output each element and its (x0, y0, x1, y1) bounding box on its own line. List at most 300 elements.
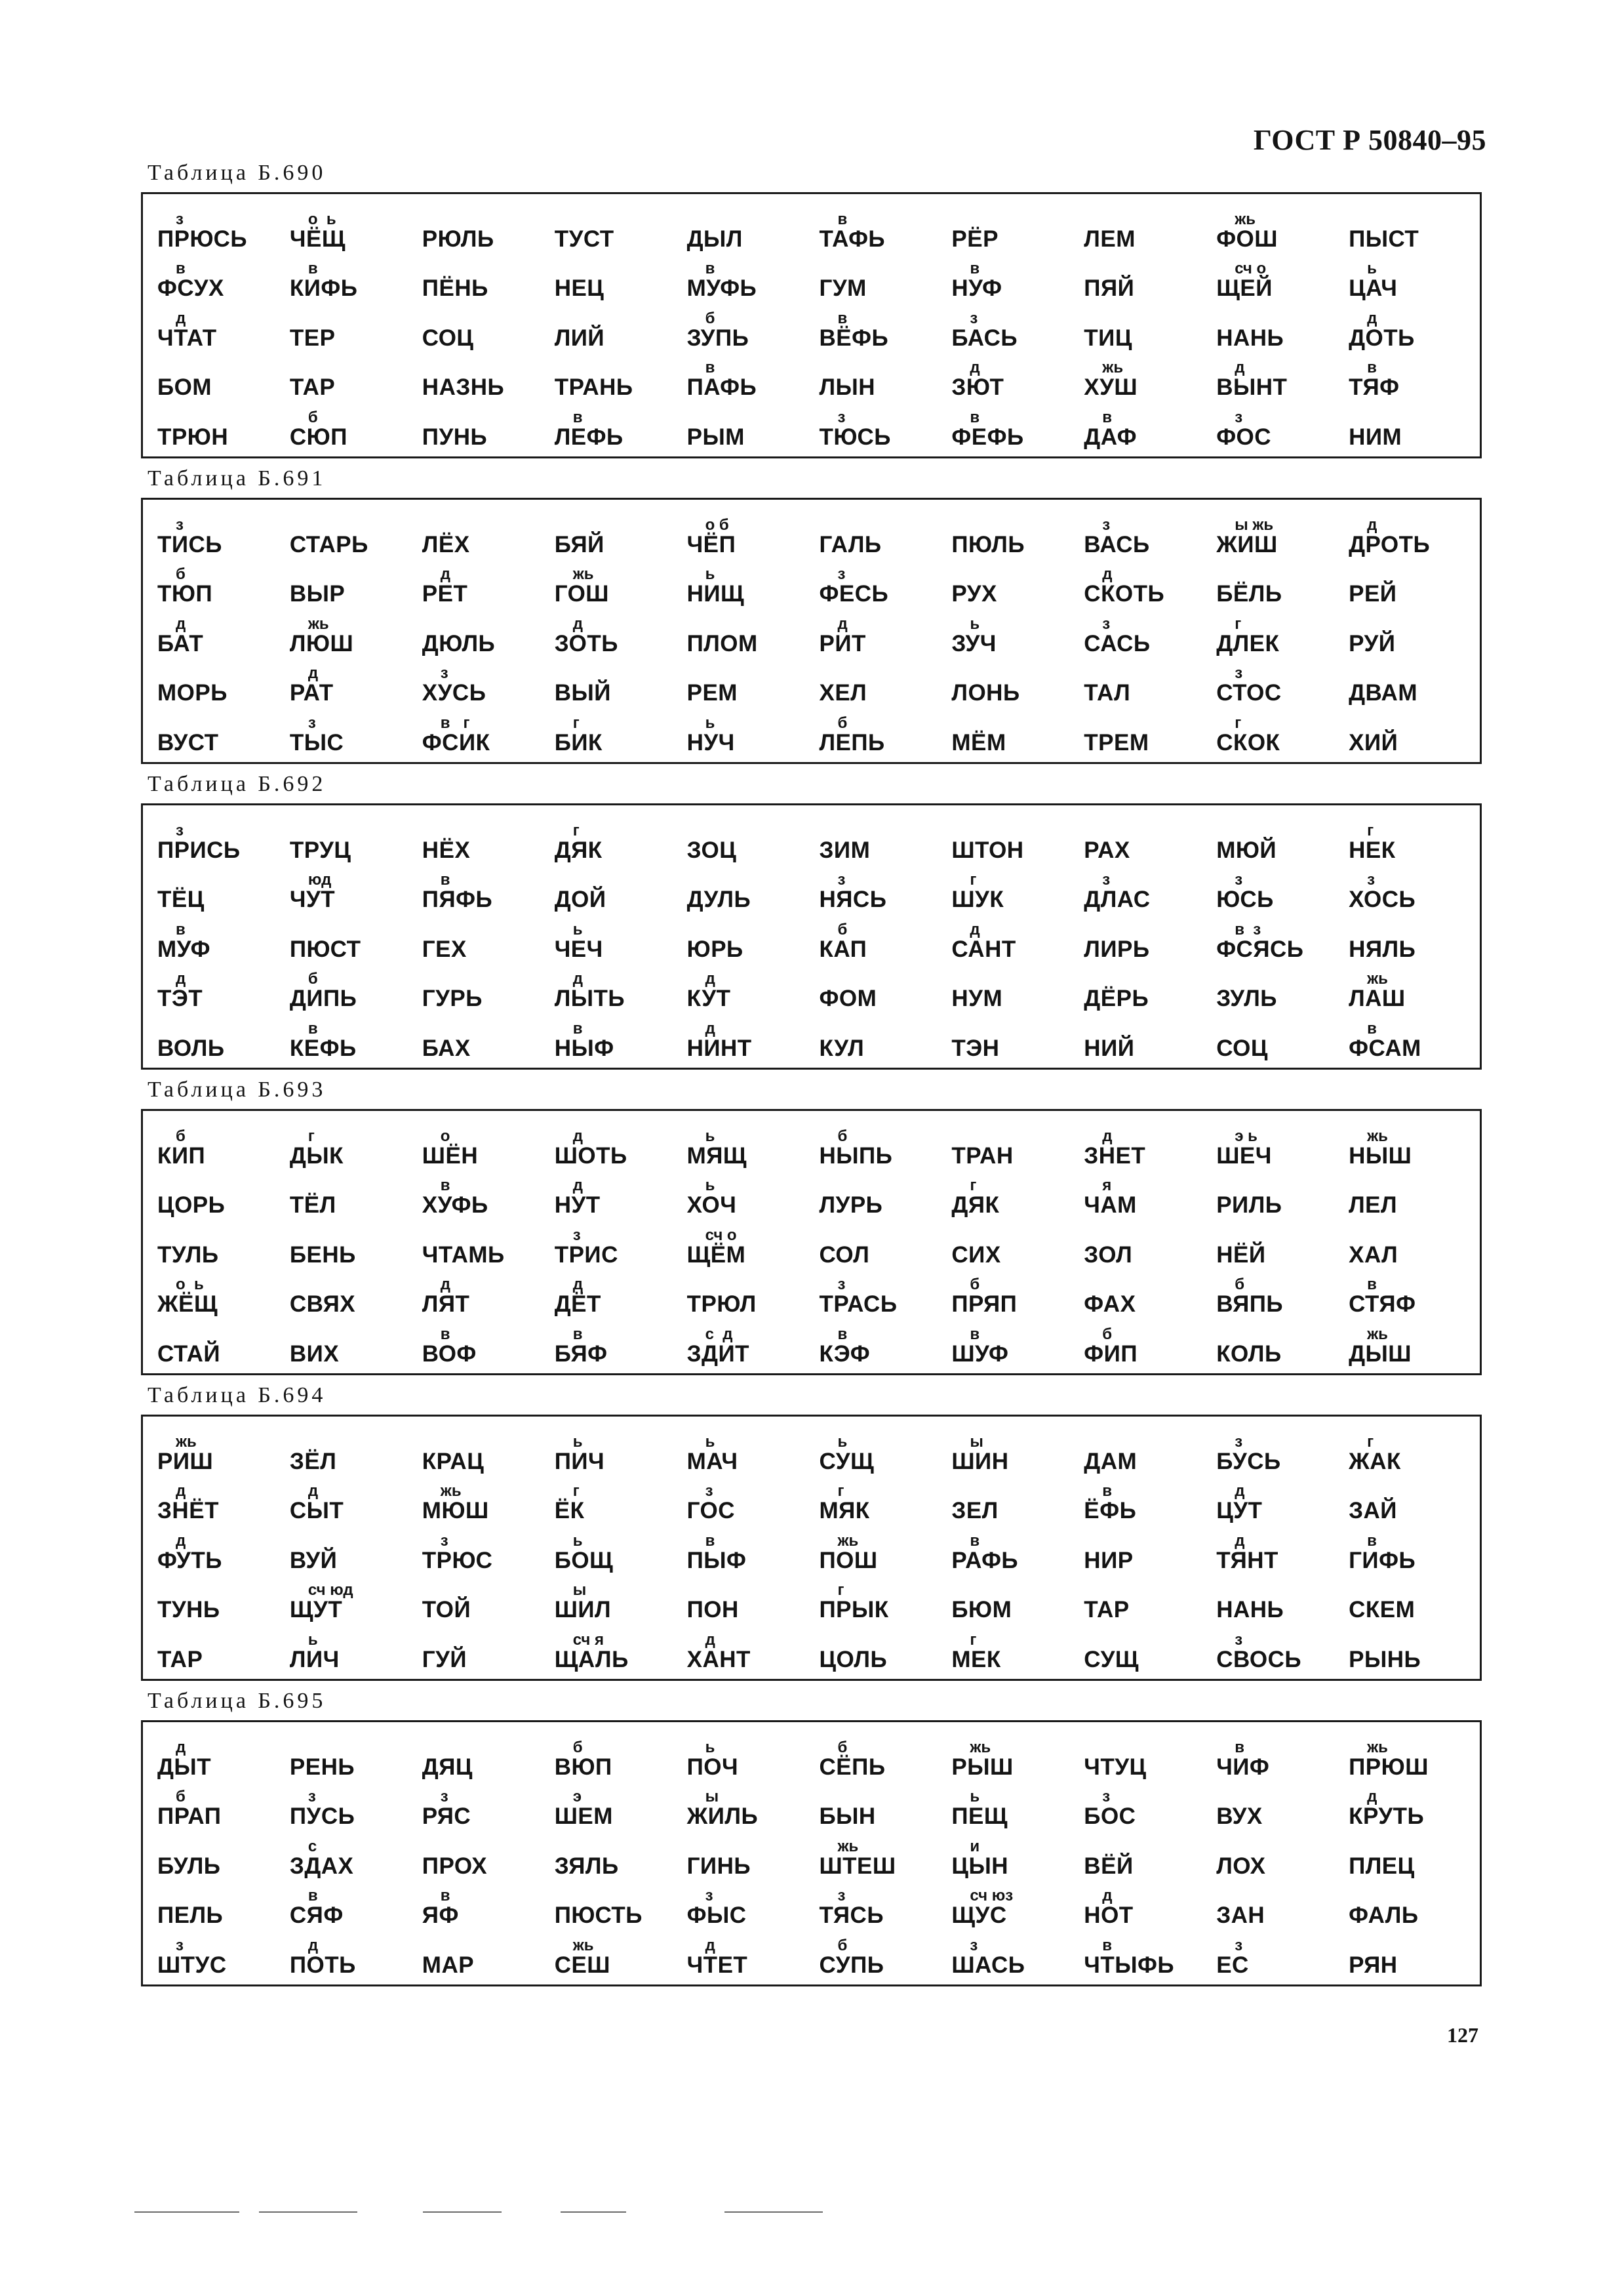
phoneme-mark: г (970, 1630, 977, 1649)
word-cell (414, 608, 547, 658)
word-cell (1208, 864, 1341, 914)
word: ПРЯП (951, 1291, 1018, 1318)
word-cell (282, 1426, 414, 1476)
word-cell (811, 1575, 943, 1624)
word-cell (1341, 963, 1473, 1013)
word: ЗНЁТ (157, 1498, 219, 1524)
word: ЛЯТ (422, 1291, 470, 1318)
word: РИШ (157, 1448, 214, 1474)
word: ВИХ (289, 1340, 340, 1367)
phoneme-mark (951, 715, 970, 731)
phoneme-mark (555, 1888, 573, 1904)
word-cell (943, 1525, 1076, 1575)
word: НАНЬ (1216, 1597, 1284, 1623)
word: ЗЮТ (951, 374, 1004, 401)
word-cell (1208, 963, 1341, 1013)
word-cell (1341, 559, 1473, 609)
word-cell (149, 1880, 282, 1930)
word: СЁПЬ (819, 1754, 886, 1780)
word-cell (547, 509, 679, 559)
word: МОРЬ (157, 680, 228, 706)
phoneme-mark: д (176, 309, 186, 327)
word-cell (811, 203, 943, 253)
word: ВОЛЬ (157, 1035, 225, 1061)
word-cell (149, 1525, 282, 1575)
word: ДЁРЬ (1084, 986, 1149, 1012)
word: НЯЛЬ (1349, 936, 1416, 962)
word: ТАФЬ (819, 226, 886, 252)
word: ДРОТЬ (1349, 531, 1431, 557)
phoneme-mark (1084, 1839, 1102, 1855)
word: СЕШ (554, 1952, 610, 1978)
word-cell (1076, 1318, 1208, 1368)
phoneme-mark: ь (705, 1177, 715, 1195)
phoneme-mark: г (1367, 1432, 1374, 1451)
word: КЕФЬ (289, 1035, 357, 1061)
word: ПЕЛЬ (157, 1903, 224, 1929)
phoneme-mark (1216, 1789, 1235, 1805)
word-cell (943, 1269, 1076, 1319)
word: ПРЮШ (1349, 1754, 1429, 1780)
word-cell (547, 1525, 679, 1575)
word-cell (679, 1731, 812, 1781)
word: ГАЛЬ (819, 531, 882, 557)
word-cell (414, 401, 547, 451)
word-cell (943, 1929, 1076, 1979)
word: ДЮЛЬ (422, 630, 496, 656)
word: ХАЛ (1349, 1241, 1398, 1268)
word-cell (679, 815, 812, 864)
word-cell (547, 1624, 679, 1674)
word: ФСАМ (1349, 1035, 1421, 1061)
word-cell (1341, 1624, 1473, 1674)
phoneme-mark: в (1235, 1738, 1244, 1756)
word-cell (1341, 1731, 1473, 1781)
phoneme-mark (157, 1632, 176, 1648)
phoneme-mark (422, 1740, 441, 1756)
phoneme-mark: в г (440, 714, 470, 732)
phoneme-mark (555, 517, 573, 533)
word: ТЯСЬ (819, 1903, 884, 1929)
phoneme-mark (555, 360, 573, 376)
bottom-rule (423, 2211, 502, 2213)
word: БЕНЬ (289, 1241, 356, 1268)
word: ТРАН (951, 1142, 1014, 1169)
word: ГИФЬ (1349, 1547, 1416, 1573)
word: ВЫР (289, 581, 346, 607)
word: ТАР (289, 374, 336, 401)
word: ВЫЙ (554, 680, 611, 706)
word: ДЫК (289, 1142, 344, 1169)
word-cell (282, 914, 414, 963)
word-cell (547, 608, 679, 658)
word: МУФ (157, 936, 210, 962)
word: ФОМ (819, 986, 877, 1012)
word-cell (943, 401, 1076, 451)
word-cell (1208, 1575, 1341, 1624)
word-cell (547, 203, 679, 253)
word: ХОСЬ (1349, 887, 1416, 913)
phoneme-mark: г (970, 871, 977, 889)
word-cell (149, 203, 282, 253)
phoneme-mark (1084, 212, 1102, 228)
word-cell (1076, 864, 1208, 914)
phoneme-mark (290, 1327, 308, 1342)
word-cell (811, 1624, 943, 1674)
word-cell (811, 1830, 943, 1880)
word-cell (679, 509, 812, 559)
word-cell (811, 608, 943, 658)
word-cell (1208, 1170, 1341, 1220)
word-cell (679, 1219, 812, 1269)
phoneme-mark (1349, 1178, 1367, 1194)
word-cell (547, 559, 679, 609)
phoneme-mark (290, 1178, 308, 1194)
word: РУЙ (1349, 630, 1396, 656)
word: ЗОТЬ (554, 630, 618, 656)
phoneme-mark: э ь (1235, 1127, 1258, 1145)
word-cell (282, 1120, 414, 1170)
phoneme-mark: д (572, 1127, 583, 1145)
phoneme-mark: в (440, 1887, 450, 1905)
word-cell (679, 608, 812, 658)
word-cell (679, 203, 812, 253)
word: ФСЯСЬ (1216, 936, 1304, 962)
phoneme-mark: г (1235, 714, 1242, 732)
word: КИФЬ (289, 275, 358, 302)
word-cell (547, 401, 679, 451)
word: ФСУХ (157, 275, 224, 302)
word-cell (679, 401, 812, 451)
phoneme-mark: з (1367, 871, 1376, 889)
word-cell (943, 1426, 1076, 1476)
phoneme-mark: б (837, 920, 848, 938)
word-cell (414, 1426, 547, 1476)
phoneme-mark (1084, 922, 1102, 938)
word-cell (282, 1170, 414, 1220)
word-cell (1208, 1624, 1341, 1674)
phoneme-mark: з (176, 821, 184, 839)
phoneme-mark: з (440, 1531, 448, 1550)
word-cell (679, 1929, 812, 1979)
phoneme-mark: в (705, 359, 715, 377)
word-cell (679, 1426, 812, 1476)
word: НЫПЬ (819, 1142, 893, 1169)
word-cell (547, 864, 679, 914)
phoneme-mark: д (176, 1531, 186, 1550)
phoneme-mark: з (837, 871, 846, 889)
word-cell (811, 253, 943, 303)
word: ШАСЬ (951, 1952, 1025, 1978)
word: НЕК (1349, 837, 1396, 863)
word: ЛИЧ (289, 1646, 340, 1672)
word-cell (149, 658, 282, 708)
phoneme-mark (1349, 212, 1367, 228)
bottom-rule (134, 2211, 239, 2213)
word: РЕМ (686, 680, 738, 706)
word: ДУЛЬ (686, 887, 751, 913)
word-cell (547, 352, 679, 402)
word-cell (547, 914, 679, 963)
word-cell (1208, 401, 1341, 451)
word-cell (1341, 864, 1473, 914)
word: РЕЙ (1349, 581, 1397, 607)
phoneme-mark: з (837, 1887, 846, 1905)
phoneme-mark: сч юз (970, 1887, 1014, 1905)
phoneme-mark (951, 971, 970, 987)
phoneme-mark: юд (307, 871, 332, 889)
word-cell (943, 1830, 1076, 1880)
word-cell (149, 963, 282, 1013)
word-cell (679, 1269, 812, 1319)
word: ВЁЙ (1084, 1853, 1134, 1879)
word: ЛУРЬ (819, 1192, 883, 1218)
word: ХОЧ (686, 1192, 737, 1218)
word: НУЧ (686, 729, 735, 755)
phoneme-mark (555, 1839, 573, 1855)
word-cell (811, 1426, 943, 1476)
word: ТАР (157, 1646, 203, 1672)
word-cell (282, 1269, 414, 1319)
phoneme-mark: б (837, 1127, 848, 1145)
word: СТАРЬ (289, 531, 368, 557)
word: СУПЬ (819, 1952, 884, 1978)
word-cell (282, 509, 414, 559)
table-caption: Таблица Б.692 (148, 772, 327, 796)
word: ЧТАТ (157, 325, 217, 351)
word-cell (282, 1830, 414, 1880)
phoneme-mark (555, 261, 573, 277)
word-cell (943, 608, 1076, 658)
phoneme-mark: в (970, 1325, 980, 1343)
word-cell (1208, 815, 1341, 864)
phoneme-mark: з (837, 565, 846, 584)
phoneme-mark: д (1235, 359, 1245, 377)
word: МЮШ (422, 1498, 489, 1524)
word: ХЕЛ (819, 680, 867, 706)
word-table (141, 1720, 1482, 1986)
phoneme-mark (951, 666, 970, 681)
word: СТАЙ (157, 1340, 221, 1367)
phoneme-mark: б (970, 1276, 980, 1294)
word-cell (149, 1318, 282, 1368)
phoneme-mark: сч юд (307, 1581, 353, 1600)
word-cell (811, 1781, 943, 1831)
word-cell (1341, 1269, 1473, 1319)
word-cell (1208, 1426, 1341, 1476)
word-cell (943, 658, 1076, 708)
word-cell (679, 914, 812, 963)
word-cell (1341, 302, 1473, 352)
phoneme-mark (951, 567, 970, 582)
word-cell (811, 509, 943, 559)
word: ШУК (951, 887, 1004, 913)
phoneme-mark: и (970, 1837, 980, 1855)
phoneme-mark: г (572, 821, 580, 839)
word: ЦУТ (1216, 1498, 1263, 1524)
word: НАНЬ (1216, 325, 1284, 351)
word: ХУСЬ (422, 680, 486, 706)
phoneme-mark: д (970, 359, 980, 377)
phoneme-mark: сч я (572, 1630, 604, 1649)
word: ПУСЬ (289, 1803, 355, 1830)
word-cell (1076, 1476, 1208, 1525)
word-cell (149, 1731, 282, 1781)
word-cell (1076, 1426, 1208, 1476)
phoneme-mark: ь (970, 1788, 980, 1806)
word: РАТ (289, 680, 334, 706)
word-cell (149, 707, 282, 757)
phoneme-mark: з (1102, 1788, 1111, 1806)
word: ЗУЛЬ (1216, 986, 1277, 1012)
word-cell (1076, 1013, 1208, 1062)
word-cell (1076, 1781, 1208, 1831)
word-cell (282, 1219, 414, 1269)
phoneme-mark (290, 1740, 308, 1756)
phoneme-mark (422, 823, 441, 839)
word: ФУТЬ (157, 1547, 222, 1573)
phoneme-mark (157, 1888, 176, 1904)
phoneme-mark (687, 212, 705, 228)
word: ВЮП (554, 1754, 612, 1780)
word: НИР (1084, 1547, 1134, 1573)
word: ТРАСЬ (819, 1291, 898, 1318)
word-grid (149, 1120, 1473, 1368)
phoneme-mark: з (176, 210, 184, 228)
word: ФАЛЬ (1349, 1903, 1419, 1929)
phoneme-mark (819, 1789, 837, 1805)
word: ДОЙ (554, 887, 606, 913)
word: ДЫШ (1349, 1340, 1412, 1367)
word: БЯФ (554, 1340, 608, 1367)
word: ТЮП (157, 581, 213, 607)
word-cell (414, 253, 547, 303)
word-cell (1076, 658, 1208, 708)
word-cell (679, 1781, 812, 1831)
phoneme-mark (819, 517, 837, 533)
word-cell (943, 1575, 1076, 1624)
word-cell (679, 1575, 812, 1624)
phoneme-mark (1084, 1277, 1102, 1293)
word: ТУЛЬ (157, 1241, 219, 1268)
word-cell (679, 1476, 812, 1525)
word-cell (1076, 401, 1208, 451)
word-cell (1208, 302, 1341, 352)
word-cell (282, 1731, 414, 1781)
word-cell (943, 559, 1076, 609)
word: ЗУПЬ (686, 325, 749, 351)
word: НЁЙ (1216, 1241, 1266, 1268)
word: ЛОНЬ (951, 680, 1020, 706)
word-cell (414, 1880, 547, 1930)
word-cell (547, 1426, 679, 1476)
word: НИМ (1349, 424, 1402, 450)
phoneme-mark: ы жь (1235, 515, 1274, 534)
word-cell (679, 963, 812, 1013)
word: БЮМ (951, 1597, 1012, 1623)
word-cell (811, 914, 943, 963)
word-cell (1208, 1525, 1341, 1575)
phoneme-mark: б (176, 1788, 186, 1806)
word-cell (1076, 203, 1208, 253)
phoneme-mark: д (572, 1177, 583, 1195)
word: ЗЁЛ (289, 1448, 337, 1474)
word-cell (1076, 707, 1208, 757)
word-cell (1076, 1880, 1208, 1930)
phoneme-mark (951, 1483, 970, 1499)
word-cell (547, 253, 679, 303)
word-cell (1076, 253, 1208, 303)
word: ШЕЧ (1216, 1142, 1272, 1169)
phoneme-mark (687, 410, 705, 426)
word-cell (414, 352, 547, 402)
word-cell (282, 1781, 414, 1831)
word-cell (943, 203, 1076, 253)
phoneme-mark (687, 1582, 705, 1598)
word-cell (547, 707, 679, 757)
phoneme-mark: о ь (307, 210, 336, 228)
word: ЛЕМ (1084, 226, 1136, 252)
phoneme-mark: в (705, 260, 715, 278)
phoneme-mark: д (572, 1276, 583, 1294)
table-caption: Таблица Б.695 (148, 1689, 327, 1713)
phoneme-mark: з (1235, 664, 1243, 683)
phoneme-mark (1349, 1228, 1367, 1243)
word: НЫШ (1349, 1142, 1412, 1169)
phoneme-mark (819, 360, 837, 376)
word-cell (943, 1120, 1076, 1170)
word: ФЕСЬ (819, 581, 889, 607)
word-cell (282, 1318, 414, 1368)
phoneme-mark (422, 517, 441, 533)
word-cell (679, 707, 812, 757)
word: ЗЯЛЬ (554, 1853, 619, 1879)
phoneme-mark: б (1235, 1276, 1245, 1294)
word-cell (1208, 253, 1341, 303)
phoneme-mark (687, 1839, 705, 1855)
phoneme-mark (1216, 823, 1235, 839)
word-cell (414, 1476, 547, 1525)
word: БУЛЬ (157, 1853, 221, 1879)
phoneme-mark (422, 1938, 441, 1954)
word: ЛЕЛ (1349, 1192, 1398, 1218)
word: НУФ (951, 275, 1002, 302)
word: ГЕХ (422, 936, 467, 962)
phoneme-mark: в (307, 1019, 318, 1037)
phoneme-mark: з (705, 1887, 713, 1905)
phoneme-mark (555, 666, 573, 681)
phoneme-mark (422, 616, 441, 632)
word-cell (1341, 401, 1473, 451)
word: НАЗНЬ (422, 374, 505, 401)
word-cell (414, 1731, 547, 1781)
word: ПЮЛЬ (951, 531, 1025, 557)
word-cell (414, 1120, 547, 1170)
phoneme-mark (1349, 666, 1367, 681)
phoneme-mark: з (1235, 1936, 1243, 1954)
phoneme-mark: б (307, 970, 318, 988)
word: ТЯФ (1349, 374, 1400, 401)
phoneme-mark (157, 1228, 176, 1243)
phoneme-mark: э (572, 1788, 582, 1806)
word-cell (149, 1426, 282, 1476)
word: ПЮСТЬ (554, 1903, 643, 1929)
word-cell (547, 302, 679, 352)
word: БОМ (157, 374, 212, 401)
word: ЛИЙ (554, 325, 605, 351)
phoneme-mark (951, 1228, 970, 1243)
phoneme-mark (1084, 1533, 1102, 1549)
